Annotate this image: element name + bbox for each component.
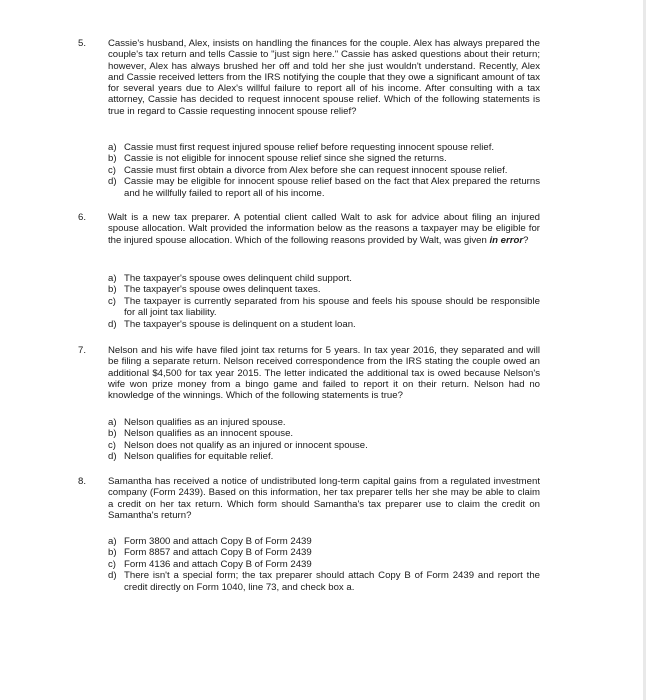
option-c[interactable]: [108, 559, 540, 570]
option-b[interactable]: [108, 547, 540, 558]
option-text: Form 8857 and attach Copy B of Form 2439: [124, 547, 312, 559]
option-letter: c): [108, 439, 116, 451]
question-stem: [108, 476, 540, 521]
question-number: 7.: [78, 345, 87, 356]
option-c[interactable]: [108, 165, 540, 176]
option-text: The taxpayer's spouse owes delinquent taxes.: [124, 284, 321, 296]
option-d[interactable]: [108, 570, 540, 593]
question-number: 8.: [78, 476, 87, 487]
option-c[interactable]: [108, 296, 540, 319]
option-b[interactable]: [108, 153, 540, 164]
option-text: Nelson qualifies as an innocent spouse.: [124, 428, 294, 440]
question-stem: [108, 345, 540, 401]
question-stem: [108, 38, 540, 117]
option-letter: d): [108, 318, 117, 330]
question-number: 5.: [78, 38, 87, 49]
option-d[interactable]: [108, 319, 540, 330]
option-text: Form 3800 and attach Copy B of Form 2439: [124, 536, 312, 547]
option-text: Form 4136 and attach Copy B of Form 2439: [124, 558, 312, 570]
option-letter: b): [108, 284, 117, 296]
option-text: There isn't a special form; the tax preparer should attach Copy B of Form 2439 and report the credit directly on Form 1040, line 73, and check box a.: [124, 570, 540, 593]
option-b[interactable]: [108, 428, 540, 439]
option-text: The taxpayer's spouse owes delinquent child support.: [124, 273, 352, 284]
option-letter: b): [108, 428, 117, 440]
option-text: The taxpayer is currently separated from his spouse and feels his spouse should be responsible for all joint tax liability.: [124, 295, 540, 319]
option-letter: a): [108, 536, 117, 547]
option-letter: a): [108, 417, 117, 428]
question-text: Cassie's husband, Alex, insists on handling the finances for the couple. Alex has always prepared the couple's tax return and tells Cassie to "just sign here." Cassie has asked questions about their return; however, Alex has always brushed her off and told her she just wouldn't understand. Recently, Alex and Cassie received letters from the IRS notifying the couple that they owe a significant amount of tax for several years due to Alex's willful failure to report all of his income. After consulting with a tax attorney, Cassie has decided to request innocent spouse relief. Which of the following statements is true in regard to Cassie requesting innocent spouse relief?: [108, 38, 540, 117]
option-text: Cassie must first obtain a divorce from Alex before she can request innocent spouse relief.: [124, 164, 508, 176]
option-a[interactable]: [108, 417, 540, 428]
option-text: Nelson qualifies for equitable relief.: [124, 451, 274, 463]
option-letter: c): [108, 558, 116, 570]
answer-options: [108, 273, 540, 330]
option-letter: d): [108, 176, 117, 188]
option-letter: d): [108, 570, 117, 582]
question-text: Samantha has received a notice of undistributed long-term capital gains from a regulated investment company (Form 2439). Based on this information, her tax preparer tells her she may be able to claim a credit on her tax return. Which form should Samantha's tax preparer use to claim the credit on Samantha's return?: [108, 476, 540, 521]
question-stem: [108, 212, 540, 246]
option-letter: b): [108, 547, 117, 559]
option-d[interactable]: [108, 451, 540, 462]
emphasis-text: in error: [489, 234, 524, 246]
question-number: 6.: [78, 212, 87, 223]
option-letter: c): [108, 164, 116, 176]
answer-options: [108, 142, 540, 199]
option-text: Cassie must first request injured spouse relief before requesting innocent spouse relief.: [124, 142, 495, 153]
option-letter: c): [108, 295, 116, 307]
option-c[interactable]: [108, 440, 540, 451]
option-b[interactable]: [108, 284, 540, 295]
option-a[interactable]: [108, 273, 540, 284]
option-d[interactable]: [108, 176, 540, 199]
question-text: Walt is a new tax preparer. A potential client called Walt to ask for advice about filing an injured spouse allocation. Walt provided the information below as the reasons a taxpayer may be eligible for the injured spouse allocation. Which of the following reasons provided by Walt, was given in error?: [108, 212, 540, 246]
option-a[interactable]: [108, 536, 540, 547]
option-text: Nelson qualifies as an injured spouse.: [124, 417, 286, 428]
option-text: Cassie may be eligible for innocent spouse relief based on the fact that Alex prepared the returns and he willfully failed to report all of his income.: [124, 176, 540, 199]
option-text: Cassie is not eligible for innocent spouse relief since she signed the returns.: [124, 153, 447, 165]
option-letter: a): [108, 142, 117, 153]
answer-options: [108, 536, 540, 593]
option-letter: b): [108, 153, 117, 165]
answer-options: [108, 417, 540, 463]
option-text: Nelson does not qualify as an injured or innocent spouse.: [124, 439, 368, 451]
option-letter: d): [108, 451, 117, 463]
question-text: Nelson and his wife have filed joint tax returns for 5 years. In tax year 2016, they separated and will be filing a separate return. Nelson received correspondence from the IRS stating the couple owed an additional $4,500 for tax year 2015. The letter indicated the additional tax is owed because Nelson's wife won prize money from a bingo game and failed to report it on their return. Nelson had no knowledge of the winnings. Which of the following statements is true?: [108, 345, 540, 402]
option-a[interactable]: [108, 142, 540, 153]
option-letter: a): [108, 273, 117, 284]
option-text: The taxpayer's spouse is delinquent on a student loan.: [124, 318, 356, 330]
